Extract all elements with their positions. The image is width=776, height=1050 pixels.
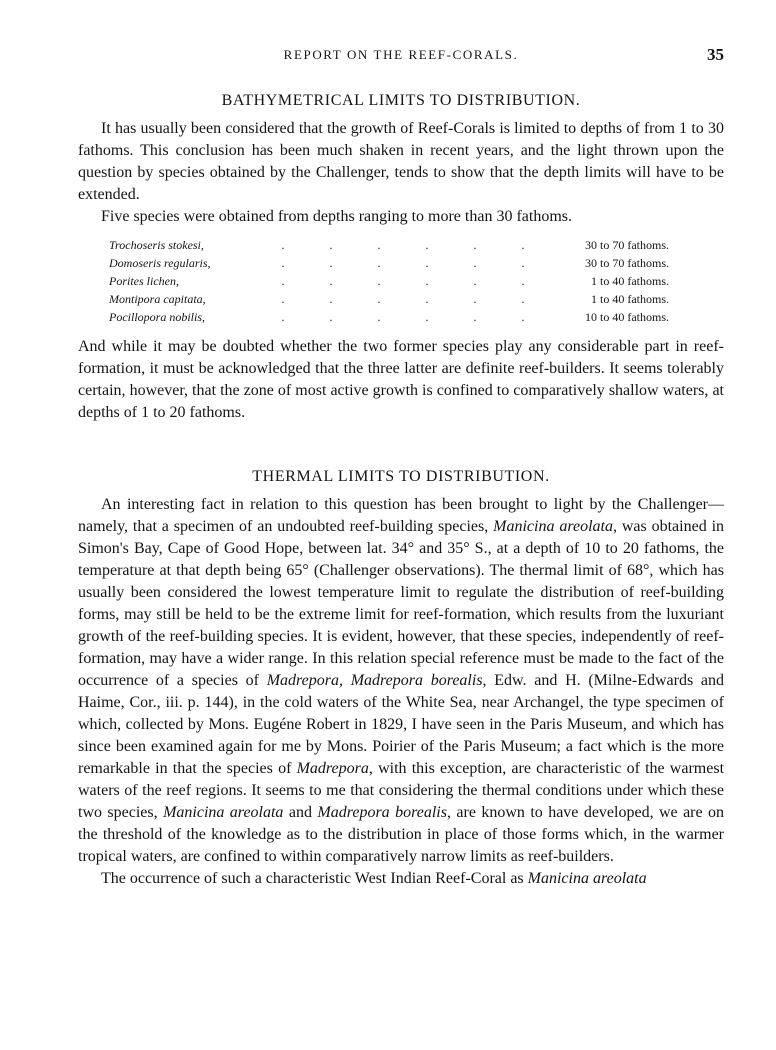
- species-depth: 30 to 70 fathoms.: [585, 238, 669, 252]
- dot-leader: . . . . . .: [281, 292, 525, 306]
- species-depth-table: [109, 236, 669, 326]
- text-run: An interesting fact in relation to this question has been brought to light by the Challenger—namely, that a specimen of an undoubted reef-building species,: [78, 496, 724, 535]
- species-depth: 1 to 40 fathoms.: [591, 274, 669, 288]
- table-row: [109, 236, 669, 254]
- table-row: [109, 254, 669, 272]
- species-italic: Manicina areolata: [493, 518, 613, 535]
- species-depth: 1 to 40 fathoms.: [591, 292, 669, 306]
- dot-leader: . . . . . .: [281, 256, 525, 270]
- species-italic: Madrepora borealis: [317, 804, 447, 821]
- section-heading-bathymetrical: BATHYMETRICAL LIMITS TO DISTRIBUTION.: [221, 92, 581, 109]
- dot-leader: . . . . . .: [281, 274, 525, 288]
- species-name: Trochoseris stokesi,: [109, 238, 204, 252]
- species-italic: Madrepora: [296, 760, 369, 777]
- species-italic: Madrepora, Madrepora borealis: [266, 672, 483, 689]
- species-italic: Manicina areolata: [163, 804, 284, 821]
- table-row: [109, 308, 669, 326]
- species-name: Porites lichen,: [109, 274, 179, 288]
- paragraph-thermal-continued: [78, 868, 724, 890]
- paragraph-reef-builders: And while it may be doubted whether the two former species play any considerable part in reef-formation, it must be acknowledged that the three latter are definite reef-builders. It seems tolerably certain, however, that the zone of most active growth is confined to comparatively shallow waters, at depths of 1 to 20 fathoms.: [78, 338, 724, 421]
- species-name: Montipora capitata,: [109, 292, 206, 306]
- paragraph-five-species: Five species were obtained from depths ranging to more than 30 fathoms.: [101, 208, 572, 225]
- text-run: , was obtained in Simon's Bay, Cape of Good Hope, between lat. 34° and 35° S., at a depth of 10 to 20 fathoms, the temperature at that depth being 65° (Challenger observations). The thermal limit of 68°, which has usually been considered the lowest temperature limit to regulate the distribution of reef-building forms, may still be held to be the extreme limit for reef-formation, which results from the luxuriant growth of the reef-building species. It is evident, however, that these species, independently of reef-formation, may have a wider range. In this relation special reference must be made to the fact of the occurrence of a species of: [78, 518, 725, 689]
- species-italic: Manicina areolata: [527, 870, 647, 887]
- text-run: , Edw. and H. (Milne-Edwards and Haime, Cor., iii. p. 144), in the cold waters of the White Sea, near Archangel, the type specimen of which, collected by Mons. Eugéne Robert in 1829, I have seen in the Paris Museum, and which has since been examined again for me by Mons. Poirier of the Paris Museum; a fact which is the more remarkable in that the species of: [78, 672, 725, 777]
- species-name: Pocillopora nobilis,: [109, 310, 205, 324]
- species-depth: 30 to 70 fathoms.: [585, 256, 669, 270]
- page: [78, 40, 724, 890]
- page-number: 35: [707, 45, 724, 64]
- dot-leader: . . . . . .: [281, 310, 525, 324]
- paragraph-bathymetrical-intro: It has usually been considered that the growth of Reef-Corals is limited to depths of from 1 to 30 fathoms. This conclusion has been much shaken in recent years, and the light thrown upon the question by species obtained by the Challenger, tends to show that the depth limits will have to be extended.: [78, 120, 724, 203]
- running-title: REPORT ON THE REEF-CORALS.: [283, 47, 519, 62]
- text-run: and: [283, 804, 318, 821]
- running-header: [78, 40, 724, 70]
- dot-leader: . . . . . .: [281, 238, 525, 252]
- text-run: The occurrence of such a characteristic West Indian Reef-Coral as: [101, 870, 528, 887]
- section-spacer: [78, 424, 724, 446]
- table-row: [109, 290, 669, 308]
- text-run: , with this exception, are characteristic of the warmest waters of the reef regions. It seems to me that considering the thermal conditions under which these two species,: [78, 760, 725, 821]
- species-depth: 10 to 40 fathoms.: [585, 310, 669, 324]
- section-heading-thermal: THERMAL LIMITS TO DISTRIBUTION.: [252, 468, 550, 485]
- table-row: [109, 272, 669, 290]
- species-name: Domoseris regularis,: [109, 256, 211, 270]
- paragraph-thermal-main: [78, 494, 724, 868]
- text-run: , are known to have developed, we are on the threshold of the knowledge as to the distribution in place of those forms which, in the warmer tropical waters, are confined to within comparatively narrow limits as reef-builders.: [78, 804, 725, 865]
